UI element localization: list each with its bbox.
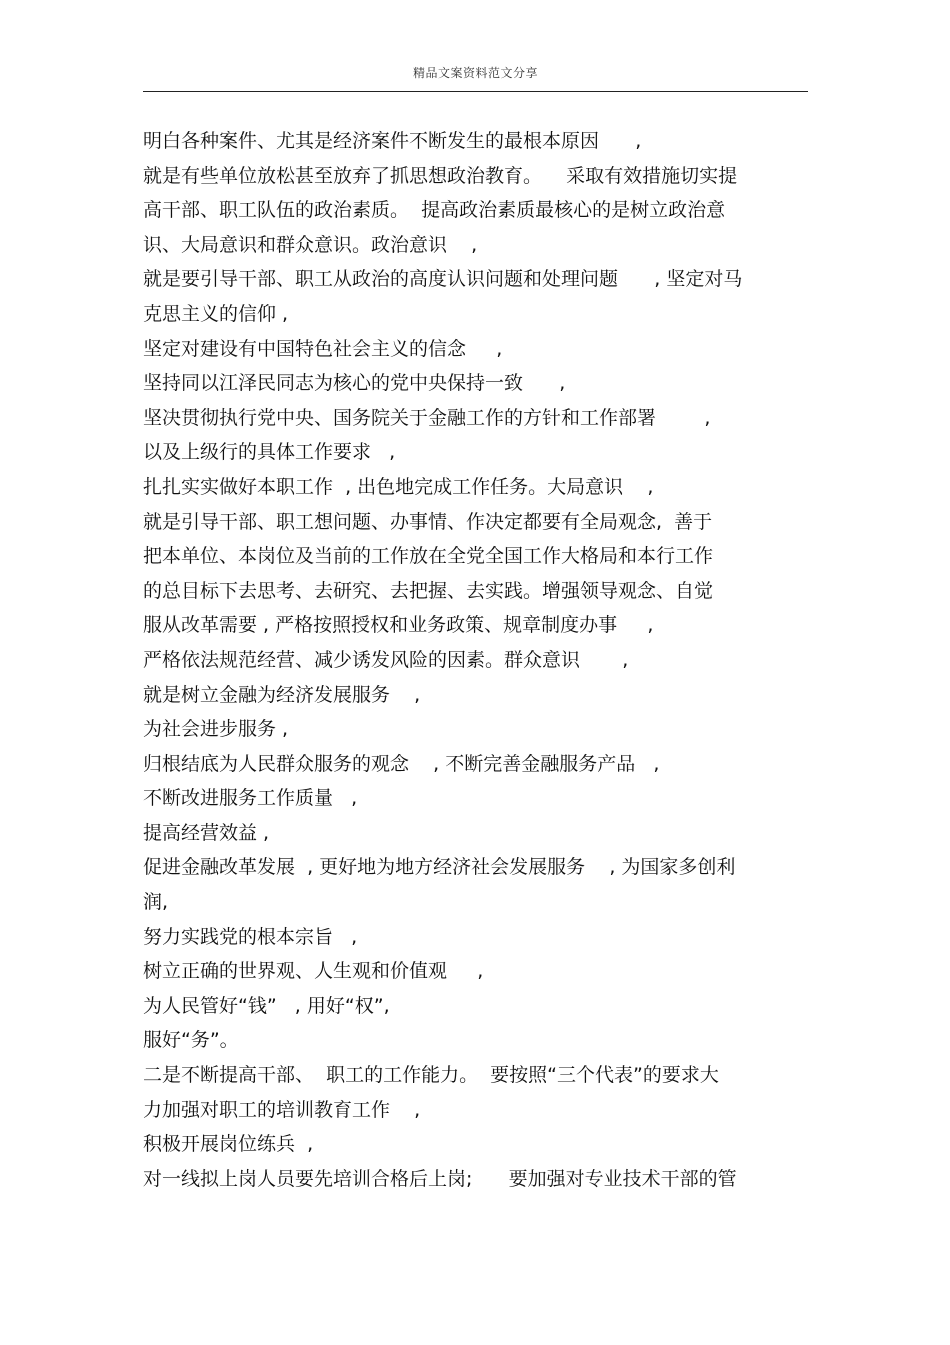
text-line: 为社会进步服务 ,	[143, 718, 289, 741]
text-line: 二是不断提高干部、 职工的工作能力。 要按照“三个代表”的要求大	[143, 1064, 719, 1087]
text-line: 扎扎实实做好本职工作 , 出色地完成工作任务。大局意识 ,	[143, 475, 654, 498]
text-line: 服从改革需要 , 严格按照授权和业务政策、规章制度办事 ,	[143, 614, 654, 637]
text-line: 不断改进服务工作质量 ,	[143, 787, 358, 810]
text-line: 树立正确的世界观、人生观和价值观 ,	[143, 960, 484, 983]
text-line: 归根结底为人民群众服务的观念 , 不断完善金融服务产品 ,	[143, 752, 660, 775]
text-line: 积极开展岗位练兵 ,	[143, 1133, 314, 1156]
text-line: 坚持同以江泽民同志为核心的党中央保持一致 ,	[143, 372, 566, 395]
text-line: 力加强对职工的培训教育工作 ,	[143, 1098, 421, 1121]
text-line: 就是引导干部、职工想问题、办事情、作决定都要有全局观念, 善于	[143, 510, 713, 533]
text-line: 把本单位、本岗位及当前的工作放在全党全国工作大格局和本行工作	[143, 545, 714, 568]
text-line: 促进金融改革发展 , 更好地为地方经济社会发展服务 , 为国家多创利	[143, 856, 736, 879]
text-line: 润,	[143, 891, 169, 914]
page-header: 精品文案资料范文分享	[412, 66, 538, 80]
header-divider	[143, 91, 808, 92]
text-line: 对一线拟上岗人员要先培训合格后上岗; 要加强对专业技术干部的管	[143, 1167, 737, 1190]
text-line: 为人民管好“钱” , 用好“权”,	[143, 994, 390, 1017]
text-line: 努力实践党的根本宗旨 ,	[143, 925, 358, 948]
text-line: 识、大局意识和群众意识。政治意识 ,	[143, 233, 478, 256]
text-line: 服好“务”。	[143, 1029, 239, 1052]
text-line: 就是有些单位放松甚至放弃了抓思想政治教育。 采取有效措施切实提	[143, 164, 738, 187]
text-line: 以及上级行的具体工作要求 ,	[143, 441, 396, 464]
text-line: 就是树立金融为经济发展服务 ,	[143, 683, 421, 706]
text-line: 提高经营效益 ,	[143, 821, 270, 844]
text-line: 坚决贯彻执行党中央、国务院关于金融工作的方针和工作部署 ,	[143, 406, 711, 429]
text-line: 克思主义的信仰 ,	[143, 302, 289, 325]
text-line: 高干部、职工队伍的政治素质。 提高政治素质最核心的是树立政治意	[143, 199, 726, 222]
text-line: 明白各种案件、尤其是经济案件不断发生的最根本原因 ,	[143, 130, 642, 152]
document-body	[143, 124, 808, 1196]
text-line: 的总目标下去思考、去研究、去把握、去实践。增强领导观念、自觉	[143, 579, 714, 602]
text-line: 就是要引导干部、职工从政治的高度认识问题和处理问题 , 坚定对马	[143, 268, 743, 291]
text-line: 坚定对建设有中国特色社会主义的信念 ,	[143, 337, 503, 360]
text-line: 严格依法规范经营、减少诱发风险的因素。群众意识 ,	[143, 648, 629, 671]
